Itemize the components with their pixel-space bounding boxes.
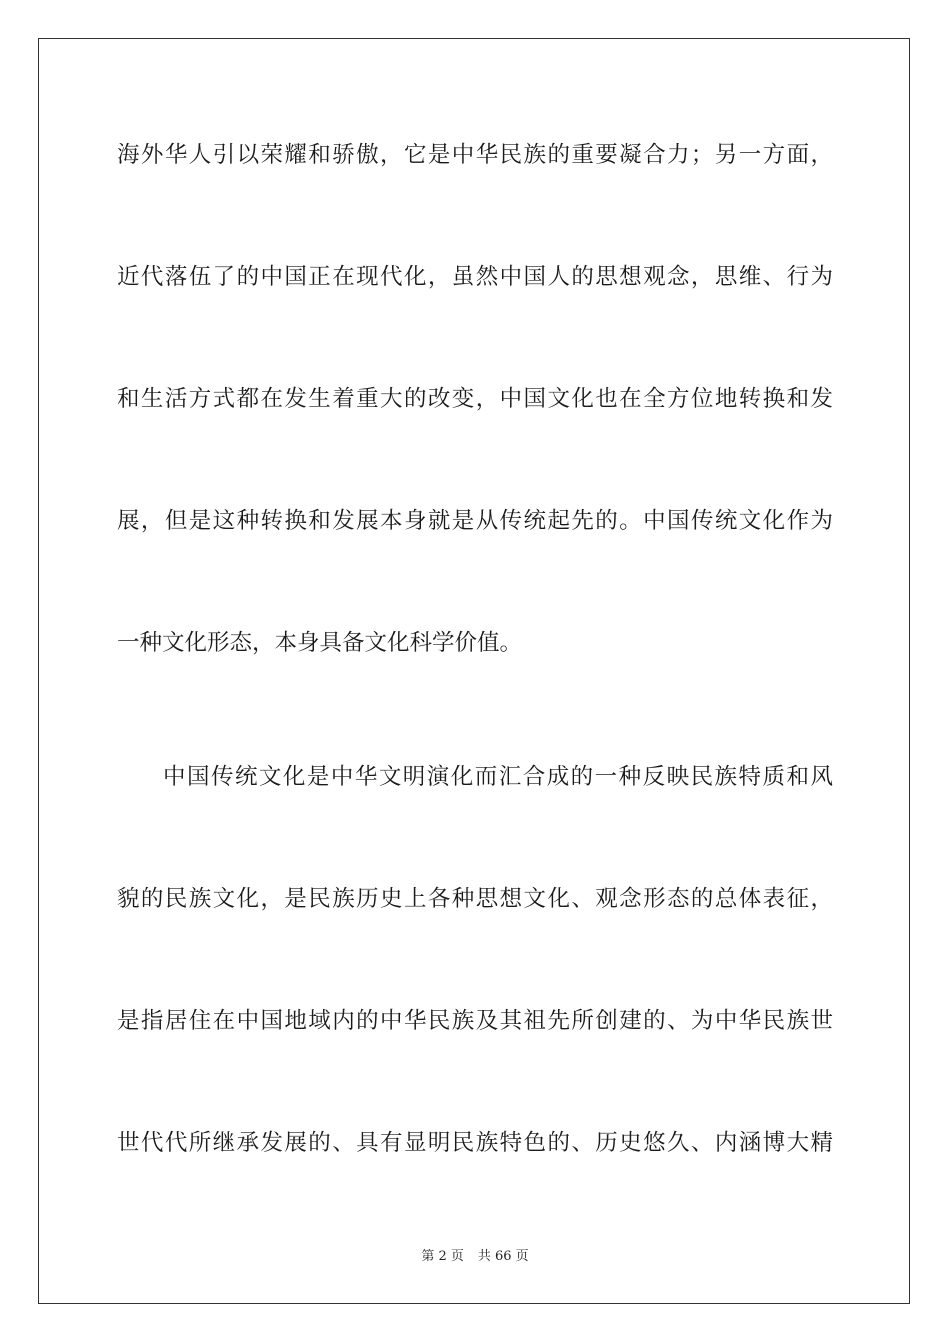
paragraph-1-line-4: 展，但是这种转换和发展本身就是从传统起先的。中国传统文化作为 xyxy=(117,508,833,534)
page-border xyxy=(38,38,910,1304)
total-pages: 共 66 页 xyxy=(477,1249,529,1264)
paragraph-1-line-2: 近代落伍了的中国正在现代化，虽然中国人的思想观念，思维、行为 xyxy=(117,264,833,290)
paragraph-2-line-2: 貌的民族文化，是民族历史上各种思想文化、观念形态的总体表征， xyxy=(117,886,833,912)
paragraph-1-line-1: 海外华人引以荣耀和骄傲，它是中华民族的重要凝合力；另一方面， xyxy=(117,142,833,168)
paragraph-2-line-4: 世代代所继承发展的、具有显明民族特色的、历史悠久、内涵博大精 xyxy=(117,1130,833,1156)
paragraph-1-line-5: 一种文化形态，本身具备文化科学价值。 xyxy=(117,630,523,656)
paragraph-2-line-1: 中国传统文化是中华文明演化而汇合成的一种反映民族特质和风 xyxy=(163,764,833,790)
paragraph-2-line-3: 是指居住在中国地域内的中华民族及其祖先所创建的、为中华民族世 xyxy=(117,1008,833,1034)
paragraph-1-line-3: 和生活方式都在发生着重大的改变，中国文化也在全方位地转换和发 xyxy=(117,386,833,412)
page-footer xyxy=(0,1248,950,1266)
page-number: 第 2 页 xyxy=(421,1249,464,1264)
